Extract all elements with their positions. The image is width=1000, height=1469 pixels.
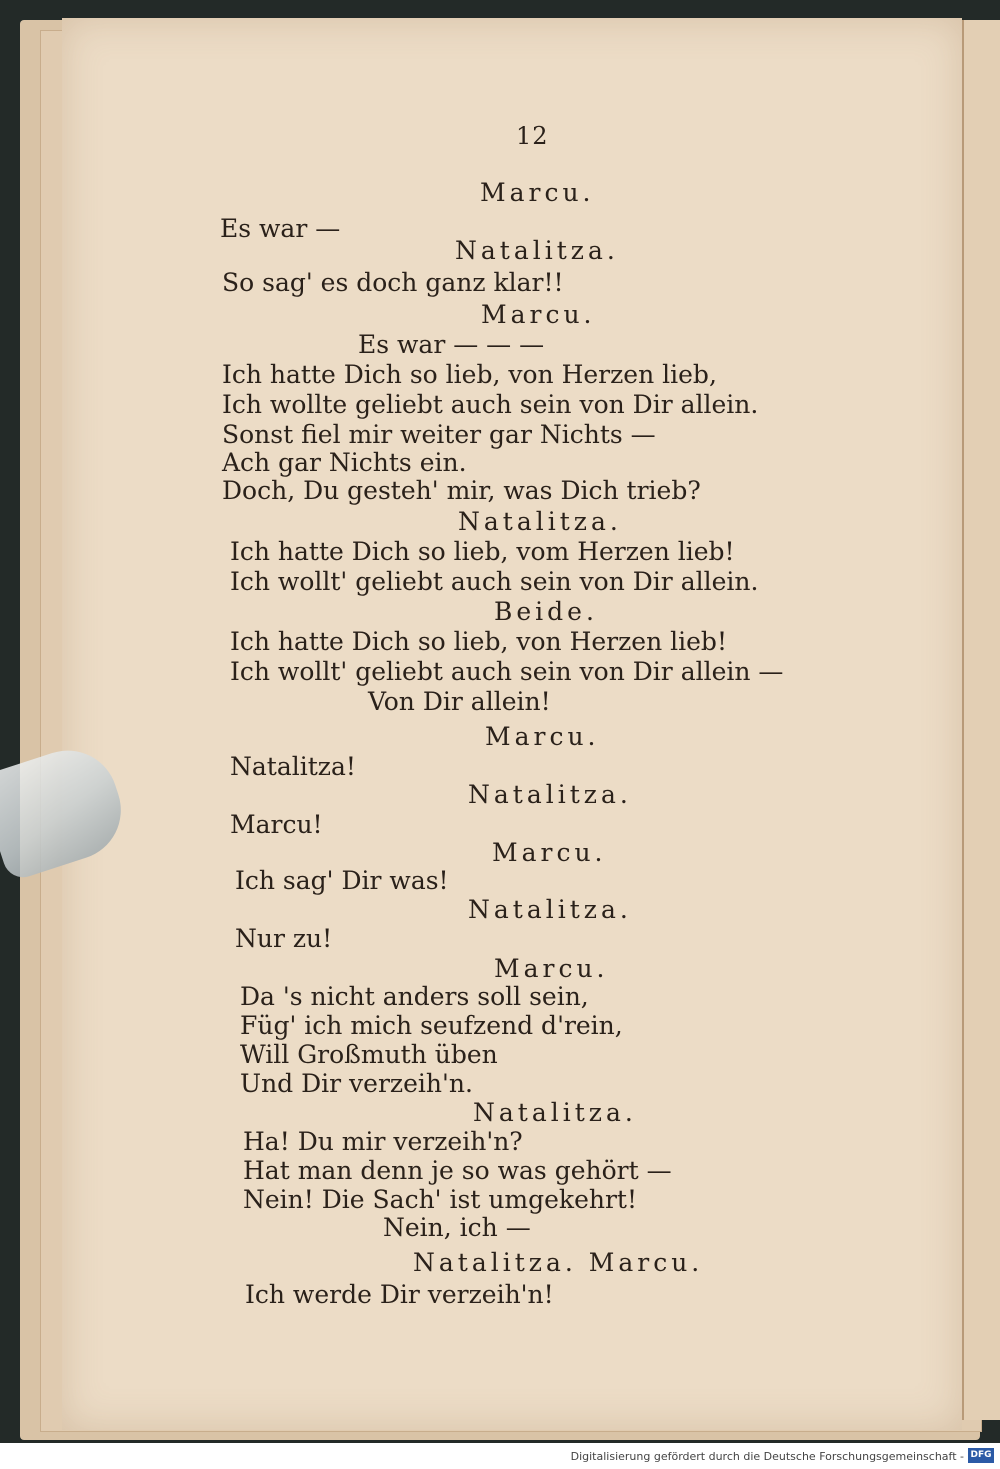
speaker-name: Marcu.	[492, 838, 607, 867]
verse-line: Es war — — —	[358, 330, 545, 359]
verse-line: Sonst fiel mir weiter gar Nichts —	[222, 420, 656, 449]
verse-line: Natalitza!	[230, 752, 356, 781]
speaker-name: Natalitza.	[458, 507, 622, 536]
speaker-name: Beide.	[494, 597, 598, 626]
speaker-name: Natalitza.	[473, 1098, 637, 1127]
verse-line: Hat man denn je so was gehört —	[243, 1156, 672, 1185]
speaker-name: Natalitza.	[455, 236, 619, 265]
verse-line: Es war —	[220, 214, 341, 243]
speaker-name: Natalitza.	[468, 780, 632, 809]
speaker-name: Marcu.	[480, 178, 595, 207]
verse-line: Da 's nicht anders soll sein,	[240, 982, 589, 1011]
verse-line: Ich werde Dir verzeih'n!	[245, 1280, 554, 1309]
digitization-footer	[0, 1443, 1000, 1469]
verse-line: Nein, ich —	[383, 1213, 531, 1242]
verse-line: Ach gar Nichts ein.	[222, 448, 467, 477]
verse-line: Ich wollt' geliebt auch sein von Dir allein.	[230, 567, 759, 596]
verse-line: Von Dir allein!	[368, 687, 551, 716]
speaker-name: Natalitza. Marcu.	[413, 1248, 704, 1277]
verse-line: Ha! Du mir verzeih'n?	[243, 1127, 523, 1156]
page-number: 12	[516, 122, 549, 150]
verse-line: Will Großmuth üben	[240, 1040, 498, 1069]
verse-line: Und Dir verzeih'n.	[240, 1069, 473, 1098]
verse-line: Ich sag' Dir was!	[235, 866, 449, 895]
verse-line: Ich wollte geliebt auch sein von Dir allein.	[222, 390, 759, 419]
verse-line: Doch, Du gesteh' mir, was Dich trieb?	[222, 476, 701, 505]
verse-line: Nur zu!	[235, 924, 333, 953]
verse-line: Nein! Die Sach' ist umgekehrt!	[243, 1185, 638, 1214]
speaker-name: Marcu.	[481, 300, 596, 329]
speaker-name: Natalitza.	[468, 895, 632, 924]
speaker-name: Marcu.	[485, 722, 600, 751]
verse-line: Ich hatte Dich so lieb, von Herzen lieb,	[222, 360, 717, 389]
footer-credit: Digitalisierung gefördert durch die Deutsche Forschungsgemeinschaft -	[570, 1450, 964, 1463]
dfg-logo: DFG	[968, 1448, 994, 1463]
verse-line: Ich wollt' geliebt auch sein von Dir allein —	[230, 657, 784, 686]
verse-line: Marcu!	[230, 810, 323, 839]
speaker-name: Marcu.	[494, 954, 609, 983]
verse-line: Ich hatte Dich so lieb, vom Herzen lieb!	[230, 537, 735, 566]
verse-line: Ich hatte Dich so lieb, von Herzen lieb!	[230, 627, 727, 656]
verse-line: So sag' es doch ganz klar!!	[222, 268, 564, 297]
verse-line: Füg' ich mich seufzend d'rein,	[240, 1011, 623, 1040]
